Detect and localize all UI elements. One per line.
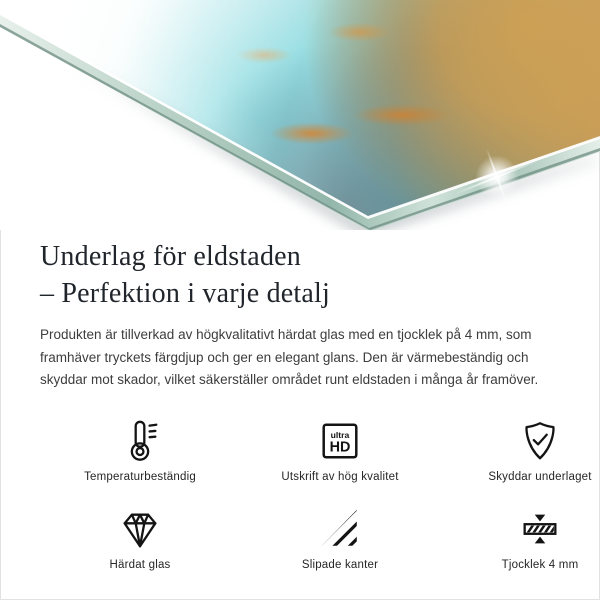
description-section: [0, 230, 600, 571]
section-title-line1: Underlag för eldstaden: [40, 241, 301, 272]
ultra-hd-icon: [317, 416, 363, 464]
section-title: [40, 238, 560, 312]
feature-label: Skyddar underlaget: [488, 470, 592, 483]
svg-text:ultra: ultra: [330, 429, 350, 440]
thickness-4mm-icon: [517, 504, 563, 552]
feature-label: Slipade kanter: [301, 558, 379, 571]
feature-label: Utskrift av hög kvalitet: [281, 470, 399, 483]
shield-check-icon: [517, 416, 563, 464]
diamond-icon: [117, 504, 163, 552]
feature-tempered-glass: [40, 504, 240, 571]
feature-thickness: [440, 504, 600, 571]
feature-grid: [40, 416, 592, 571]
thermometer-icon: [117, 416, 163, 464]
feature-temperature: [40, 416, 240, 483]
feature-print-quality: [240, 416, 440, 483]
product-hero-image: [0, 0, 600, 230]
section-title-line2: – Perfektion i varje detalj: [40, 278, 330, 309]
feature-label: Temperaturbeständig: [84, 470, 196, 483]
beveled-edges-icon: [317, 504, 363, 552]
feature-polished-edges: [240, 504, 440, 571]
svg-text:HD: HD: [329, 439, 351, 456]
section-description: Produkten är tillverkad av högkvalitativt härdat glas med en tjocklek på 4 mm, som framhäver tryckets färgdjup och ger en elegant glans. Den är värmebeständig och skyddar mot skador, vilket säkerställer området runt eldstaden i många år framöver.: [40, 327, 539, 387]
feature-label: Tjocklek 4 mm: [501, 558, 579, 571]
feature-label: Härdat glas: [109, 558, 171, 571]
feature-protects-surface: [440, 416, 600, 483]
